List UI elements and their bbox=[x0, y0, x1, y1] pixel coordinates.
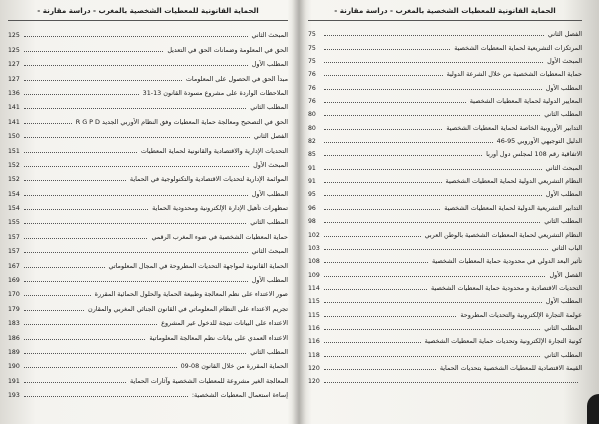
toc-entry-page-number: 96 bbox=[308, 204, 316, 212]
toc-leader-dots bbox=[24, 310, 84, 311]
toc-entry-title: الحق في التصحيح ومعالجة حماية المعطيات وفق النظام الأوربي الجديد R G P D bbox=[75, 117, 288, 126]
toc-entry-title: الملاحظات الواردة على مشروع مسودة القانون 13-31 bbox=[142, 88, 288, 97]
toc-entry-title: التدابير التشريعية الدولية لحماية المعطيات الشخصية bbox=[444, 203, 582, 212]
toc-entry-page-number: 155 bbox=[8, 219, 20, 227]
toc-entry-page-number: 120 bbox=[308, 364, 320, 372]
toc-entry-title: الحق في المعلومة وضمانات الحق في التعديل bbox=[167, 45, 288, 54]
toc-entry-page-number: 76 bbox=[308, 71, 316, 79]
toc-entry-page-number: 125 bbox=[8, 32, 20, 40]
toc-entry bbox=[308, 52, 582, 65]
toc-entry-title: تمظهرات تأهيل الإدارة الإلكترونية ومحدودية الحماية bbox=[152, 204, 288, 213]
toc-entry bbox=[8, 327, 288, 341]
toc-entry-title: الفصل الثاني bbox=[253, 132, 288, 141]
toc-entry-title: المطلب الثاني bbox=[544, 217, 582, 226]
toc-entry-title: المبحث الثاني bbox=[545, 163, 582, 172]
toc-entry bbox=[308, 319, 582, 332]
toc-leader-dots bbox=[324, 289, 427, 290]
toc-leader-dots bbox=[324, 129, 442, 130]
toc-entry-page-number: 98 bbox=[308, 218, 316, 226]
toc-entry-title: عولمة التجارة الإلكترونية والتحديات المطروحة bbox=[460, 310, 582, 319]
toc-leader-dots bbox=[24, 137, 250, 138]
toc-leader-dots bbox=[324, 382, 578, 383]
toc-entry-page-number: 103 bbox=[308, 244, 320, 252]
toc-leader-dots bbox=[24, 94, 139, 95]
toc-entry-title: الباب الثاني bbox=[551, 243, 582, 252]
toc-entry bbox=[8, 68, 288, 82]
toc-leader-dots bbox=[24, 123, 72, 124]
toc-entry-page-number: 152 bbox=[8, 176, 20, 184]
toc-entry bbox=[308, 252, 582, 265]
toc-entry bbox=[8, 111, 288, 125]
toc-entry-title: كونية التجارة الإلكترونية وتحديات حماية المعطيات الشخصية bbox=[424, 337, 582, 346]
toc-entry-title: صور الاعتداء على نظم المعالجة وطبيعة الحماية والحلول الحمائية المقررة bbox=[94, 290, 288, 299]
toc-entry-page-number: 183 bbox=[8, 320, 20, 328]
toc-entry-title: المطلب الأول bbox=[545, 297, 582, 306]
toc-leader-dots bbox=[24, 396, 188, 397]
toc-entry bbox=[8, 39, 288, 53]
toc-leader-dots bbox=[24, 166, 249, 167]
right-running-header: الحماية القانونية للمعطيات الشخصية بالمغرب - دراسة مقارنة - bbox=[308, 2, 582, 21]
toc-entry-title: الاعتداء العمدي على بيانات نظم المعالجة المعلوماتية bbox=[149, 333, 288, 342]
toc-entry-page-number: 189 bbox=[8, 348, 20, 356]
right-page bbox=[304, 0, 586, 424]
toc-entry-title: المطلب الثاني bbox=[250, 347, 288, 356]
toc-entry-page-number: 157 bbox=[8, 233, 20, 241]
toc-leader-dots bbox=[324, 222, 540, 223]
toc-entry bbox=[308, 345, 582, 358]
toc-leader-dots bbox=[24, 108, 246, 109]
toc-entry bbox=[308, 145, 582, 158]
toc-entry-title: المطلب الثاني bbox=[250, 218, 288, 227]
toc-entry-page-number: 115 bbox=[308, 298, 320, 306]
toc-entry-page-number: 150 bbox=[8, 133, 20, 141]
toc-entry-page-number: 186 bbox=[8, 334, 20, 342]
toc-leader-dots bbox=[24, 180, 126, 181]
toc-entry bbox=[308, 105, 582, 118]
toc-entry-page-number: 179 bbox=[8, 305, 20, 313]
toc-leader-dots bbox=[24, 339, 145, 340]
toc-entry-title: الفصل الأول bbox=[549, 270, 582, 279]
toc-leader-dots bbox=[324, 49, 450, 50]
toc-entry bbox=[8, 241, 288, 255]
toc-leader-dots bbox=[324, 89, 542, 90]
toc-leader-dots bbox=[324, 302, 542, 303]
toc-entry bbox=[8, 54, 288, 68]
toc-entry-page-number: 109 bbox=[308, 271, 320, 279]
toc-entry-page-number: 127 bbox=[8, 61, 20, 69]
toc-leader-dots bbox=[24, 223, 246, 224]
toc-leader-dots bbox=[24, 382, 126, 383]
toc-entry-title: الحماية المقررة من خلال القانون 08-09 bbox=[180, 362, 288, 371]
toc-entry bbox=[308, 78, 582, 91]
toc-entry-page-number: 152 bbox=[8, 161, 20, 169]
toc-entry bbox=[8, 270, 288, 284]
toc-entry bbox=[8, 313, 288, 327]
toc-leader-dots bbox=[324, 356, 540, 357]
toc-entry-title: المطلب الثاني bbox=[544, 110, 582, 119]
toc-entry bbox=[308, 172, 582, 185]
toc-entry bbox=[308, 212, 582, 225]
toc-leader-dots bbox=[324, 369, 436, 370]
page-corner-shadow bbox=[587, 394, 599, 424]
toc-entry bbox=[308, 292, 582, 305]
toc-entry bbox=[8, 255, 288, 269]
toc-entry bbox=[8, 126, 288, 140]
toc-entry bbox=[8, 226, 288, 240]
toc-entry bbox=[308, 92, 582, 105]
toc-entry-title: الاتفاقية رقم 108 لمجلس دول أوربا bbox=[486, 150, 582, 159]
left-table-of-contents bbox=[8, 25, 288, 399]
toc-leader-dots bbox=[324, 142, 493, 143]
toc-entry-page-number: 170 bbox=[8, 291, 20, 299]
toc-entry-page-number: 167 bbox=[8, 262, 20, 270]
toc-entry-page-number: 108 bbox=[308, 258, 320, 266]
toc-entry-title: المطلب الأول bbox=[251, 276, 288, 285]
toc-entry-title: النظام التشريعي لحماية المعطيات الشخصية بالوطن العربي bbox=[424, 230, 582, 239]
toc-entry-title: المبحث الثاني bbox=[251, 247, 288, 256]
toc-leader-dots bbox=[24, 353, 246, 354]
toc-entry-page-number: 75 bbox=[308, 44, 316, 52]
toc-leader-dots bbox=[324, 342, 421, 343]
toc-entry-title: المطلب الثاني bbox=[544, 323, 582, 332]
toc-entry-title: الاعتداء على البيانات نتيجة للدخول غير المشروع bbox=[161, 319, 288, 328]
right-table-of-contents bbox=[308, 25, 582, 385]
toc-leader-dots bbox=[24, 252, 248, 253]
toc-entry-page-number: 95 bbox=[308, 191, 316, 199]
toc-entry-page-number: 154 bbox=[8, 205, 20, 213]
toc-leader-dots bbox=[324, 249, 548, 250]
toc-entry-page-number: 91 bbox=[308, 164, 316, 172]
toc-entry-title: التدابير الأوروبية الخاصة لحماية المعطيات الشخصية bbox=[446, 123, 582, 132]
toc-leader-dots bbox=[24, 367, 177, 368]
toc-entry bbox=[308, 38, 582, 51]
toc-entry-title: الدليل التوجيهي الأوروبي 95-46 bbox=[496, 137, 582, 146]
toc-entry-page-number: 114 bbox=[308, 284, 320, 292]
left-page bbox=[4, 0, 294, 424]
toc-entry-page-number: 191 bbox=[8, 377, 20, 385]
toc-entry bbox=[8, 212, 288, 226]
toc-entry-title: المعالجة الغير مشروعة للمعطيات الشخصية وآثارات الحماية bbox=[130, 376, 288, 385]
toc-entry-title: مبدأ الحق في الحصول على المعلومات bbox=[185, 74, 288, 83]
toc-leader-dots bbox=[324, 195, 542, 196]
toc-entry-title: القيمة الاقتصادية للمعطيات الشخصية بتحديات الحماية bbox=[439, 363, 582, 372]
toc-entry bbox=[308, 132, 582, 145]
toc-leader-dots bbox=[324, 209, 440, 210]
toc-entry-title: المرتكزات التشريعية لحماية المعطيات الشخصية bbox=[454, 43, 582, 52]
toc-entry-title: الموائمة الإدارية لتحديات الاقتصادية والتكنولوجية في الحماية bbox=[129, 175, 288, 184]
toc-entry-page-number: 169 bbox=[8, 277, 20, 285]
toc-entry-title: المطلب الثاني bbox=[544, 350, 582, 359]
toc-entry-page-number: 125 bbox=[8, 46, 20, 54]
toc-entry-page-number: 141 bbox=[8, 118, 20, 126]
toc-leader-dots bbox=[24, 80, 182, 81]
toc-entry bbox=[308, 185, 582, 198]
toc-entry-page-number: 80 bbox=[308, 111, 316, 119]
toc-leader-dots bbox=[324, 102, 466, 103]
toc-entry-page-number: 102 bbox=[308, 231, 320, 239]
toc-entry bbox=[308, 372, 582, 385]
toc-leader-dots bbox=[24, 238, 147, 239]
toc-entry-page-number: 127 bbox=[8, 75, 20, 83]
toc-leader-dots bbox=[324, 115, 540, 116]
toc-entry bbox=[308, 158, 582, 171]
toc-entry bbox=[308, 65, 582, 78]
toc-entry bbox=[308, 239, 582, 252]
toc-entry bbox=[8, 97, 288, 111]
toc-entry-page-number: 120 bbox=[308, 378, 320, 386]
toc-entry bbox=[8, 155, 288, 169]
toc-entry-title: إساءة استعمال المعطيات الشخصية: bbox=[191, 391, 288, 400]
toc-leader-dots bbox=[324, 75, 443, 76]
toc-entry-page-number: 75 bbox=[308, 31, 316, 39]
toc-entry-title: حماية المعطيات الشخصية في ضوء المغرب الرقمي bbox=[151, 232, 288, 241]
toc-entry bbox=[308, 265, 582, 278]
toc-entry bbox=[308, 198, 582, 211]
toc-entry bbox=[8, 183, 288, 197]
toc-leader-dots bbox=[324, 276, 545, 277]
toc-leader-dots bbox=[324, 182, 442, 183]
toc-entry-page-number: 154 bbox=[8, 190, 20, 198]
toc-leader-dots bbox=[24, 267, 105, 268]
toc-entry bbox=[8, 342, 288, 356]
toc-leader-dots bbox=[324, 35, 544, 36]
toc-leader-dots bbox=[324, 169, 542, 170]
left-running-header: الحماية القانونية للمعطيات الشخصية بالمغرب - دراسة مقارنة - bbox=[8, 2, 288, 21]
toc-leader-dots bbox=[24, 295, 91, 296]
toc-entry-page-number: 157 bbox=[8, 248, 20, 256]
toc-entry-page-number: 85 bbox=[308, 151, 316, 159]
toc-entry bbox=[8, 356, 288, 370]
toc-entry-title: الفصل الثاني bbox=[547, 30, 582, 39]
toc-entry bbox=[308, 225, 582, 238]
toc-entry-page-number: 193 bbox=[8, 392, 20, 400]
toc-entry-page-number: 91 bbox=[308, 178, 316, 186]
toc-leader-dots bbox=[324, 316, 456, 317]
toc-leader-dots bbox=[324, 262, 428, 263]
toc-entry-page-number: 136 bbox=[8, 89, 20, 97]
toc-entry-title: المعايير الدولية لحماية المعطيات الشخصية bbox=[469, 97, 582, 106]
toc-entry-page-number: 116 bbox=[308, 338, 320, 346]
toc-entry-title: المطلب الأول bbox=[545, 83, 582, 92]
toc-leader-dots bbox=[324, 155, 482, 156]
toc-leader-dots bbox=[24, 324, 157, 325]
toc-entry-title: المطلب الأول bbox=[545, 190, 582, 199]
toc-leader-dots bbox=[24, 51, 163, 52]
toc-leader-dots bbox=[24, 209, 148, 210]
toc-entry bbox=[308, 118, 582, 131]
toc-entry-page-number: 82 bbox=[308, 138, 316, 146]
toc-entry-page-number: 116 bbox=[308, 324, 320, 332]
toc-entry-title: التحديات الإدارية والاقتصادية والقانونية لحماية المعطيات bbox=[140, 146, 288, 155]
toc-entry-title: المبحث الأول bbox=[253, 160, 288, 169]
toc-entry-title: تأثير البعد الدولي في محدودية حماية المعطيات الشخصية bbox=[431, 257, 582, 266]
toc-entry bbox=[8, 198, 288, 212]
toc-entry bbox=[8, 83, 288, 97]
toc-leader-dots bbox=[24, 281, 248, 282]
toc-entry bbox=[8, 25, 288, 39]
toc-leader-dots bbox=[324, 329, 540, 330]
toc-entry bbox=[8, 298, 288, 312]
toc-leader-dots bbox=[324, 236, 421, 237]
toc-entry-page-number: 118 bbox=[308, 351, 320, 359]
toc-entry bbox=[8, 370, 288, 384]
toc-entry bbox=[308, 359, 582, 372]
toc-entry-page-number: 190 bbox=[8, 363, 20, 371]
toc-entry bbox=[8, 385, 288, 399]
toc-entry-title: التحديات الاقتصادية و محدودية حماية المعطيات الشخصية bbox=[430, 283, 582, 292]
toc-entry-page-number: 151 bbox=[8, 147, 20, 155]
toc-entry-title: المطلب الثاني bbox=[250, 103, 288, 112]
toc-entry-title: المطلب الأول bbox=[251, 189, 288, 198]
toc-entry bbox=[308, 279, 582, 292]
toc-leader-dots bbox=[24, 36, 248, 37]
toc-entry-title: حماية المعطيات الشخصية من خلال الشرعة الدولية bbox=[446, 70, 582, 79]
toc-leader-dots bbox=[24, 195, 248, 196]
toc-leader-dots bbox=[324, 62, 543, 63]
toc-entry bbox=[8, 140, 288, 154]
toc-entry-page-number: 141 bbox=[8, 104, 20, 112]
toc-entry-title: النظام التشريعي الدولية لحماية المعطيات الشخصية bbox=[445, 177, 582, 186]
toc-entry-title: الحماية القانونية لمواجهة التحديات المطروحة في المجال المعلوماتي bbox=[108, 261, 288, 270]
toc-entry-page-number: 76 bbox=[308, 84, 316, 92]
toc-entry-page-number: 76 bbox=[308, 98, 316, 106]
toc-entry bbox=[8, 284, 288, 298]
toc-entry bbox=[8, 169, 288, 183]
toc-entry bbox=[308, 332, 582, 345]
toc-entry-page-number: 115 bbox=[308, 311, 320, 319]
toc-entry bbox=[308, 25, 582, 38]
toc-entry-title: المبحث الأول bbox=[547, 57, 582, 66]
toc-entry-page-number: 80 bbox=[308, 124, 316, 132]
toc-leader-dots bbox=[24, 65, 248, 66]
toc-entry-title: تجريم الاعتداء على النظام المعلوماتي في القانون الجنائي المغربي والمقارن bbox=[88, 304, 288, 313]
toc-entry bbox=[308, 305, 582, 318]
toc-entry-page-number: 75 bbox=[308, 58, 316, 66]
toc-leader-dots bbox=[24, 152, 137, 153]
toc-entry-title: المطلب الأول bbox=[251, 60, 288, 69]
toc-entry-title: المبحث الثاني bbox=[251, 31, 288, 40]
